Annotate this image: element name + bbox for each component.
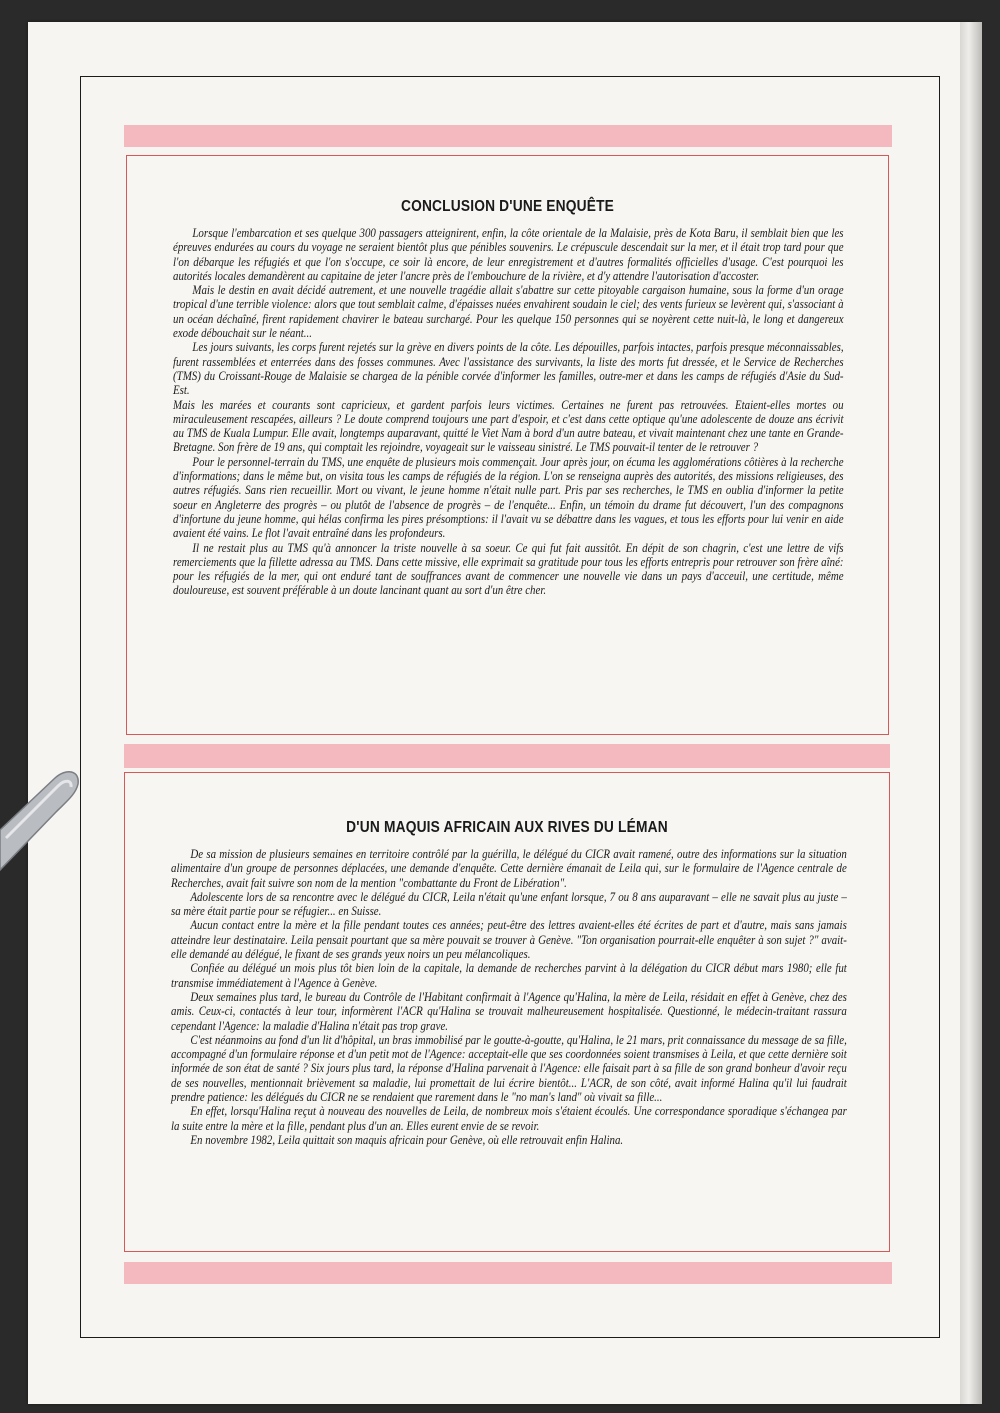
paragraph: Pour le personnel-terrain du TMS, une enquête de plusieurs mois commençait. Jour après jour, on écuma les agglomérations côtières à la recherche d'informations; dans le même but, on visita tous les camps de réfugiés de la région. L'on se renseigna auprès des autorités, des missions religieuses, des autres réfugiés. Sans rien recueillir. Mort ou vivant, le jeune homme n'était nulle part. Pris par ses recherches, le TMS en oublia d'informer la petite soeur en Angleterre des progrès – ou plutôt de l'absence de progrès – de l'enquête... Enfin, un témoin du drame fut découvert, l'un des compagnons d'infortune du jeune homme, qui hélas confirma les pires présomptions: il l'avait vu se débattre dans les vagues, et tous les efforts pour lui venir en aide avaient été vains. Le flot l'avait entraîné dans les profondeurs. [173,454,844,541]
article-body [171,847,847,1147]
article-title: CONCLUSION D'UNE ENQUÊTE [400,198,615,215]
paragraph: Mais les marées et courants sont capricieux, et gardent parfois leurs victimes. Certaines ne furent pas retrouvées. Etaient-elles mortes ou miraculeusement rescapées, ailleurs ? Le doute comprend toujours une part d'espoir, et c'est dans cette optique qu'une adolescente de douze ans écrivit au TMS de Kuala Lumpur. Elle avait, longtemps auparavant, quitté le Viet Nam à bord d'un autre bateau, et vivait maintenant chez une tante en Grande-Bretagne. Son frère de 19 ans, qui comptait les rejoindre, voyageait sur le vaisseau sinistré. Le TMS pouvait-il tenter de le retrouver ? [173,397,844,455]
paragraph: Adolescente lors de sa rencontre avec le délégué du CICR, Leila n'était qu'une enfant lorsque, 7 ou 8 ans auparavant – elle ne savait plus au juste – sa mère était partie pour se réfugier... en Suisse. [171,889,847,919]
paragraph: Il ne restait plus au TMS qu'à annoncer la triste nouvelle à sa soeur. Ce qui fut fait aussitôt. En dépit de son chagrin, c'est une lettre de vifs remerciements que la fillette adressa au TMS. Dans cette missive, elle exprimait sa gratitude pour tous les efforts entrepris pour retrouver son frère aîné: pour les réfugiés de la mer, qui ont enduré tant de souffrances avant de commencer une nouvelle vie dans un pays d'acceuil, une certitude, même douloureuse, est souvent préférable à un doute lancinant quant au sort d'un être cher. [173,540,844,598]
paragraph: En novembre 1982, Leila quittait son maquis africain pour Genève, où elle retrouvait enfin Halina. [190,1132,624,1147]
paragraph: Lorsque l'embarcation et ses quelque 300 passagers atteignirent, enfin, la côte orientale de la Malaisie, près de Kota Baru, il semblait bien que les épreuves endurées au cours du voyage ne seraient bientôt plus que pénibles souvenirs. Le crépuscule descendait sur la mer, et il était trop tard pour que l'on débarque les réfugiés et que l'on s'occupe, ce soir là encore, de leur enregistrement et d'autres formalités officielles d'usage. C'est pourquoi les autorités locales demandèrent au capitaine de jeter l'ancre près de l'embouchure de la rivière, et d'y attendre l'autorisation d'accoster. [173,226,844,283]
paragraph: Mais le destin en avait décidé autrement, et une nouvelle tragédie allait s'abattre sur cette pitoyable cargaison humaine, sous la forme d'un orage tropical d'une terrible violence: alors que tout semblait calme, d'épaisses nuées envahirent soudain le ciel; des vents furieux se levèrent qui, s'associant à un océan déchaîné, firent rapidement chavirer le bateau surchargé. Pour les quelque 150 personnes qui se noyèrent cette nuit-là, le long et dangereux exode débouchait sur le néant... [173,283,844,341]
pink-divider-top [124,125,892,147]
paragraph: Aucun contact entre la mère et la fille pendant toutes ces années; peut-être des lettres avaient-elles été écrites de part et d'autre, mais sans jamais atteindre leur destinataire. Leila pensait pourtant que sa mère pouvait se trouver à Genève. "Ton organisation pourrait-elle enquêter à son sujet ?" avait-elle demandé au délégué, le fixant de ses grands yeux noirs un peu mélancoliques. [171,918,847,962]
paragraph: De sa mission de plusieurs semaines en territoire contrôlé par la guérilla, le délégué du CICR avait ramené, outre des informations sur la situation alimentaire d'un groupe de personnes déplacées, une demande d'enquête. Cette dernière émanait de Leila qui, sur le formulaire de l'Agence centrale de Recherches, avait fait suivre son nom de la mention "combattante du Front de Libération". [171,847,847,890]
pink-divider-bottom [124,1262,892,1284]
article-box-conclusion [126,155,889,735]
page-holder-tool [0,760,90,880]
article-body [173,226,844,598]
paragraph: En effet, lorsqu'Halina reçut à nouveau des nouvelles de Leila, de nombreux mois s'étaient écoulés. Une correspondance sporadique s'échangea par la suite entre la mère et la fille, pendant plus d'un an. Elles eurent envie de se revoir. [171,1104,847,1133]
page-binding-edge [960,22,982,1404]
article-title: D'UN MAQUIS AFRICAIN AUX RIVES DU LÉMAN [346,819,668,836]
paragraph: C'est néanmoins au fond d'un lit d'hôpital, un bras immobilisé par le goutte-à-goutte, qu'Halina, le 21 mars, prit connaissance du message de sa fille, accompagné d'un formulaire réponse et d'un petit mot de l'Agence: acceptait-elle que ses coordonnées soient transmises à Leila, et que cette dernière soit informée de son état de santé ? Six jours plus tard, la réponse d'Halina parvenait à l'Agence: elle faisait part à sa fille de son grand bonheur d'avoir reçu de ses nouvelles, mentionnait brièvement sa maladie, lui promettait de lui écrire bientôt... L'ACR, de son côté, avait informé Halina qu'il lui faudrait prendre patience: les délégués du CICR ne se rendaient que rarement dans le "no man's land" où vivait sa fille... [171,1032,847,1105]
paragraph: Les jours suivants, les corps furent rejetés sur la grève en divers points de la côte. Les dépouilles, parfois intactes, parfois presque méconnaissables, furent rassemblées et enterrées dans des fosses communes. Avec l'assistance des survivants, la liste des morts fut dressée, et le Service de Recherches (TMS) du Croissant-Rouge de Malaisie se chargea de la pénible corvée d'informer les familles, outre-mer et dans les camps de réfugiés d'Asie du Sud-Est. [173,340,844,398]
article-box-maquis [124,772,890,1252]
paragraph: Deux semaines plus tard, le bureau du Contrôle de l'Habitant confirmait à l'Agence qu'Halina, la mère de Leila, résidait en effet à Genève, chez des amis. Ceux-ci, contactés à leur tour, informèrent l'ACR qu'Halina se trouvait malheureusement hospitalisée. Questionné, le médecin-traitant rassura cependant l'Agence: la maladie d'Halina n'était pas trop grave. [171,989,847,1033]
pink-divider-middle [124,744,890,768]
paragraph: Confiée au délégué un mois plus tôt bien loin de la capitale, la demande de recherches parvint à la délégation du CICR début mars 1980; elle fut transmise immédiatement à l'Agence à Genève. [171,961,847,990]
